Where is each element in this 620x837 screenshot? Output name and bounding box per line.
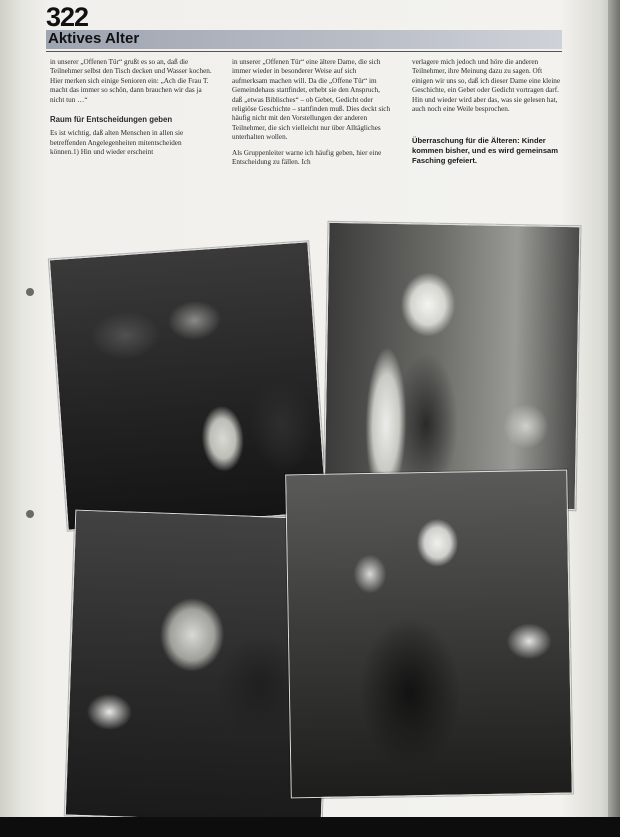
text-column-3 <box>412 58 564 166</box>
binding-hole-mark <box>26 510 34 518</box>
scan-bottom-edge <box>0 817 620 837</box>
subheading: Raum für Entscheidungen geben <box>50 115 173 125</box>
text-column-2 <box>232 58 392 173</box>
page-number: 322 <box>46 2 89 32</box>
paragraph: verlagere mich jedoch und höre die anderen Teilnehmer, ihre Meinung dazu zu sagen. Oft einigen wir uns so, daß ich dieser Dame eine kleine Geschichte, ein Gebet oder Gedicht vortragen darf. Hin und wieder wird aber das, was sie gelesen hat, auch noch eine Weile besprochen. <box>412 58 561 114</box>
photo-caption: Überraschung für die Älteren: Kinder kommen bisher, und es wird gemeinsam Fasching gefeiert. <box>412 136 559 166</box>
paragraph: in unserer „Offenen Tür“ grußt es so an, daß die Teilnehmer selbst den Tisch decken und Wasser kochen. Hier merken sich einige Senioren ein: „Ach die Frau T. macht das immer so schön, dann brauchen wir das ja nicht tun …“ <box>50 58 212 104</box>
paragraph: Als Gruppenleiter warne ich häufig geben, hier eine Entscheidung zu fällen. Ich <box>232 148 382 167</box>
photo-group-table <box>285 470 573 799</box>
binding-hole-mark <box>26 288 34 296</box>
photo-nun-costume <box>324 222 581 510</box>
text-column-1 <box>50 58 212 164</box>
page-edge-shadow <box>608 0 620 837</box>
photo-image <box>325 223 580 509</box>
paragraph: Es ist wichtig, daß alten Menschen in allen sie betreffenden Angelegenheiten mitentscheiden können.1) Hin und wieder erscheint <box>50 129 184 157</box>
section-title: Aktives Alter <box>48 30 140 47</box>
paragraph: in unserer „Offenen Tür“ eine ältere Dame, die sich immer wieder in besonderer Weise auf sich aufmerksam machen will. Da die „Offene Tür“ im Gemeindehaus stattfindet, erhebt sie den Anspruch, daß „etwas Biblisches“ – ob Gebet, Gedicht oder religiöse Geschichte – stattfinden muß. Dies deckt sich häufig nicht mit den Vorstellungen der anderen Teilnehmer, die sich vielleicht nur über Alltägliches unterhalten wollen. <box>232 58 391 142</box>
header-rule <box>46 51 562 52</box>
photo-image <box>286 471 572 798</box>
